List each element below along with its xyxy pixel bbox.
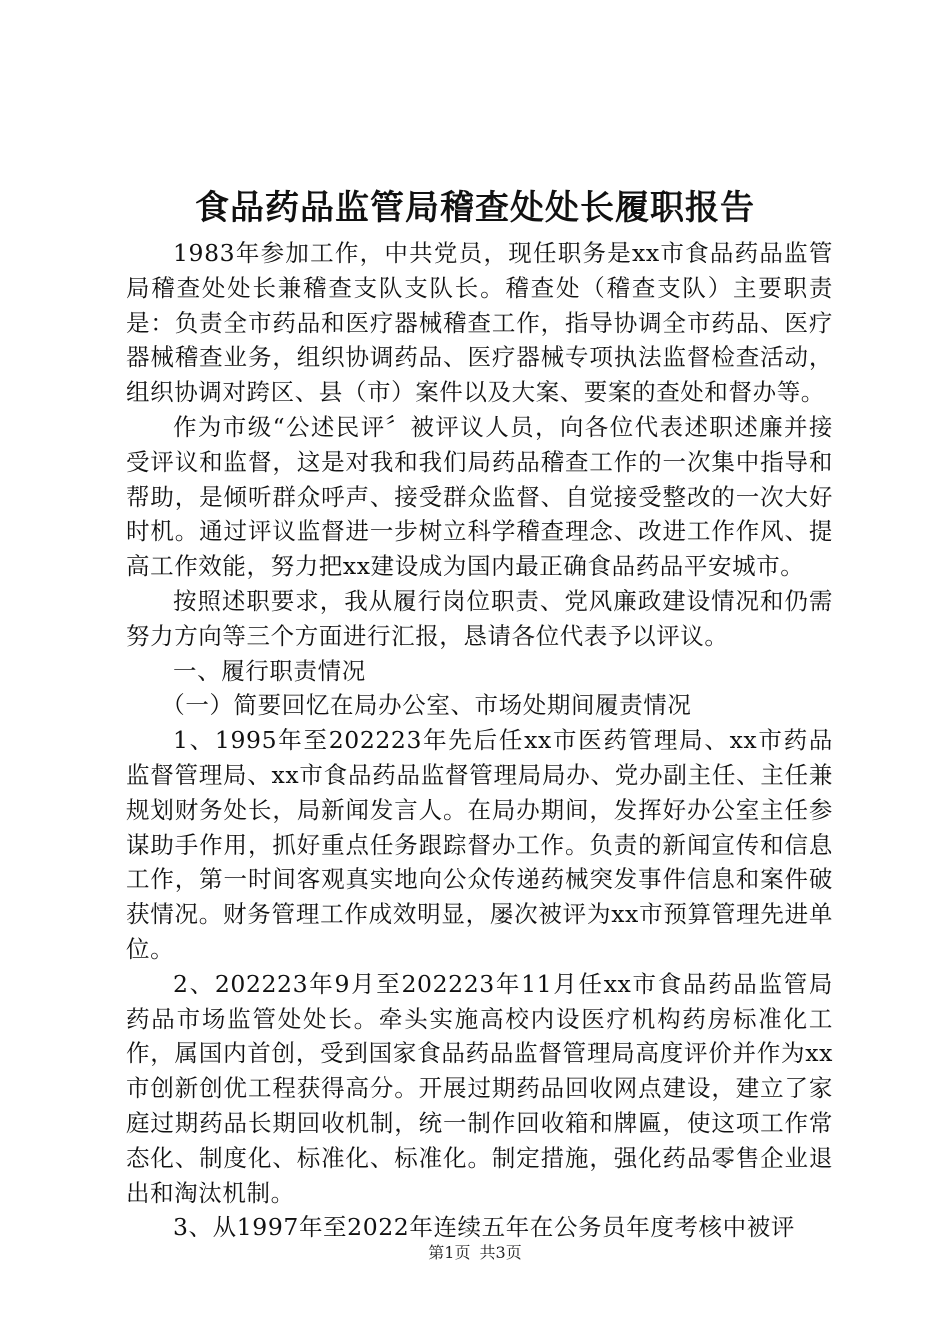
paragraph-report-outline: 按照述职要求，我从履行岗位职责、党风廉政建设情况和仍需努力方向等三个方面进行汇报，恳请各位代表予以评议。: [126, 586, 833, 650]
paragraph-intro: 1983年参加工作，中共党员，现任职务是xx市食品药品监管局稽查处处长兼稽查支队支队长。稽查处（稽查支队）主要职责是：负责全市药品和医疗器械稽查工作，指导协调全市药品、医疗器械稽查业务，组织协调药品、医疗器械专项执法监督检查活动，组织协调对跨区、县（市）案件以及大案、要案的查处和督办等。: [126, 239, 833, 407]
page-footer: [0, 1242, 950, 1264]
page-total: 共3页: [479, 1243, 522, 1262]
page-number: 第1页: [428, 1243, 471, 1262]
section-heading: 一、履行职责情况: [173, 656, 366, 685]
subsection-heading: （一）简要回忆在局办公室、市场处期间履责情况: [161, 691, 692, 720]
document-body: [126, 236, 833, 1245]
paragraph-review-purpose: 作为市级“公述民评〞被评议人员，向各位代表述职述廉并接受评议和监督，这是对我和我们局药品稽查工作的一次集中指导和帮助，是倾听群众呼声、接受群众监督、自觉接受整改的一次大好时机。通过评议监督进一步树立科学稽查理念、改进工作作风、提高工作效能，努力把xx建设成为国内最正确食品药品平安城市。: [126, 412, 833, 581]
list-item-2: 2、202223年9月至202223年11月任xx市食品药品监管局药品市场监管处处长。牵头实施高校内设医疗机构药房标准化工作，属国内首创，受到国家食品药品监督管理局高度评价并作为xx市创新创优工程获得高分。开展过期药品回收网点建设，建立了家庭过期药品长期回收机制，统一制作回收箱和牌匾，使这项工作常态化、制度化、标准化、标准化。制定措施，强化药品零售企业退出和淘汰机制。: [126, 969, 833, 1207]
list-item-3: 3、从1997年至2022年连续五年在公务员年度考核中被评: [173, 1213, 795, 1242]
list-item-1: 1、1995年至202223年先后任xx市医药管理局、xx市药品监督管理局、xx市食品药品监督管理局局办、党办副主任、主任兼规划财务处长，局新闻发言人。在局办期间，发挥好办公室主任参谋助手作用，抓好重点任务跟踪督办工作。负责的新闻宣传和信息工作，第一时间客观真实地向公众传递药械突发事件信息和案件破获情况。财务管理工作成效明显，屡次被评为xx市预算管理先进单位。: [126, 726, 833, 963]
document-title: 食品药品监管局稽查处处长履职报告: [195, 188, 755, 228]
